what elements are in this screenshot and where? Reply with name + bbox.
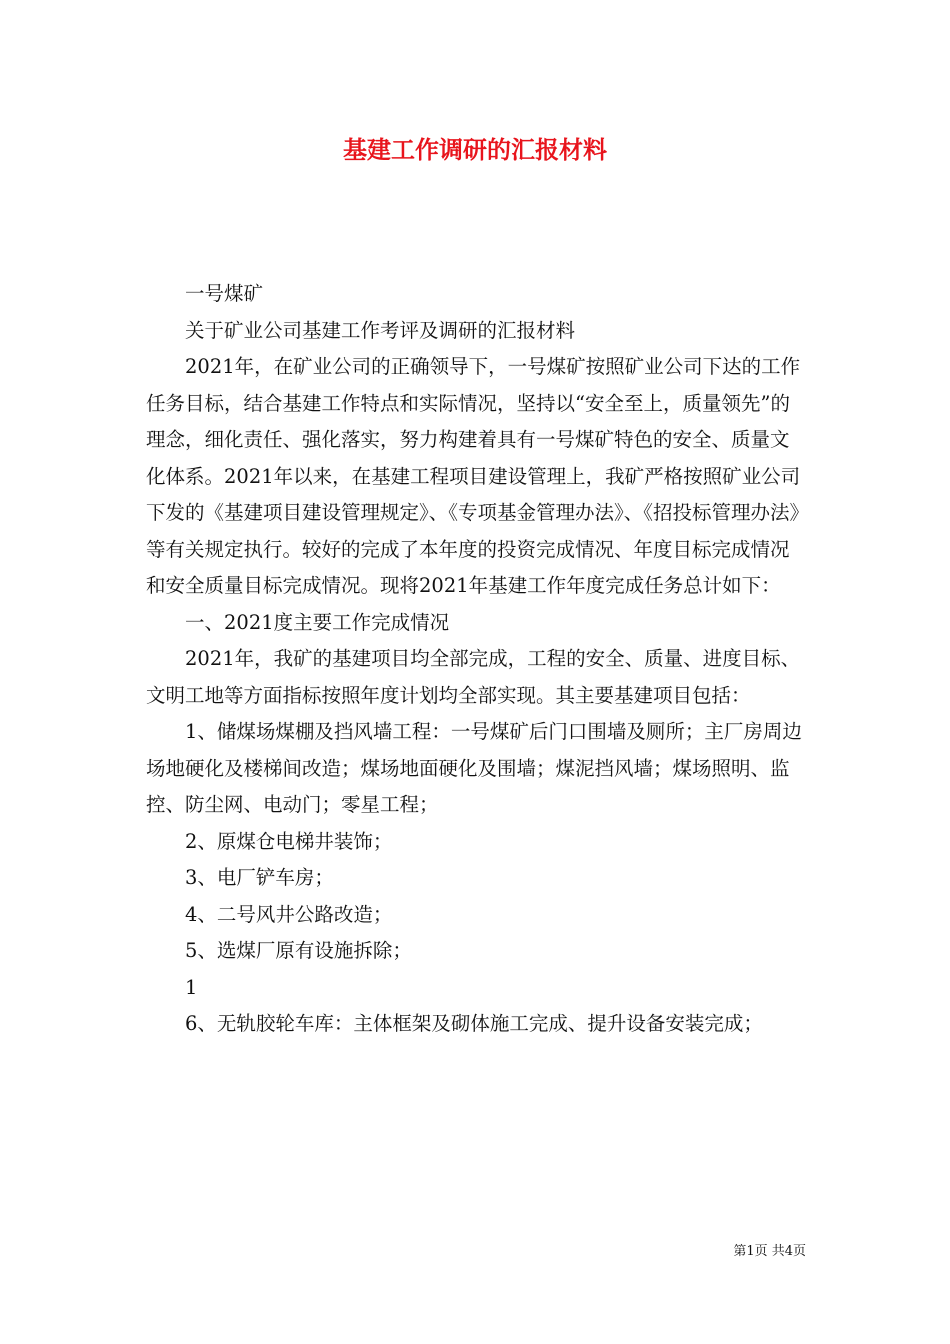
paragraph-intro: 2021年，在矿业公司的正确领导下，一号煤矿按照矿业公司下达的工作任务目标，结合基建工作特点和实际情况，坚持以“安全至上，质量领先”的理念，细化责任、强化落实，努力构建着具有一号煤矿特色的安全、质量文化体系。2021年以来，在基建工程项目建设管理上，我矿严格按照矿业公司下发的《基建项目建设管理规定》、《专项基金管理办法》、《招投标管理办法》等有关规定执行。较好的完成了本年度的投资完成情况、年度目标完成情况和安全质量目标完成情况。现将2021年基建工作年度完成任务总计如下：	[146, 355, 801, 597]
paragraph-report-subtitle: 关于矿业公司基建工作考评及调研的汇报材料	[185, 318, 576, 342]
paragraph-mine-name: 一号煤矿	[185, 282, 264, 305]
list-item-1: 1、储煤场煤棚及挡风墙工程：一号煤矿后门口围墙及厕所；主厂房周边场地硬化及楼梯间改造；煤场地面硬化及围墙；煤泥挡风墙；煤场照明、监控、防尘网、电动门；零星工程；	[146, 720, 802, 816]
list-item-5: 5、选煤厂原有设施拆除；	[185, 939, 412, 962]
section-heading-1: 一、2021度主要工作完成情况	[185, 610, 450, 634]
list-item-3: 3、电厂铲车房；	[185, 866, 334, 889]
page-footer: 第1页 共4页	[733, 1244, 806, 1259]
list-item-2: 2、原煤仓电梯井装饰；	[185, 829, 393, 853]
document-body	[146, 276, 808, 1043]
document-title: 基建工作调研的汇报材料	[343, 135, 607, 164]
list-item-6: 6、无轨胶轮车库：主体框架及砌体施工完成、提升设备安装完成；	[185, 1012, 763, 1035]
paragraph-summary: 2021年，我矿的基建项目均全部完成，工程的安全、质量、进度目标、文明工地等方面指标按照年度计划均全部实现。其主要基建项目包括：	[146, 647, 801, 707]
inline-page-number: 1	[185, 975, 198, 999]
list-item-4: 4、二号风井公路改造；	[185, 902, 393, 926]
